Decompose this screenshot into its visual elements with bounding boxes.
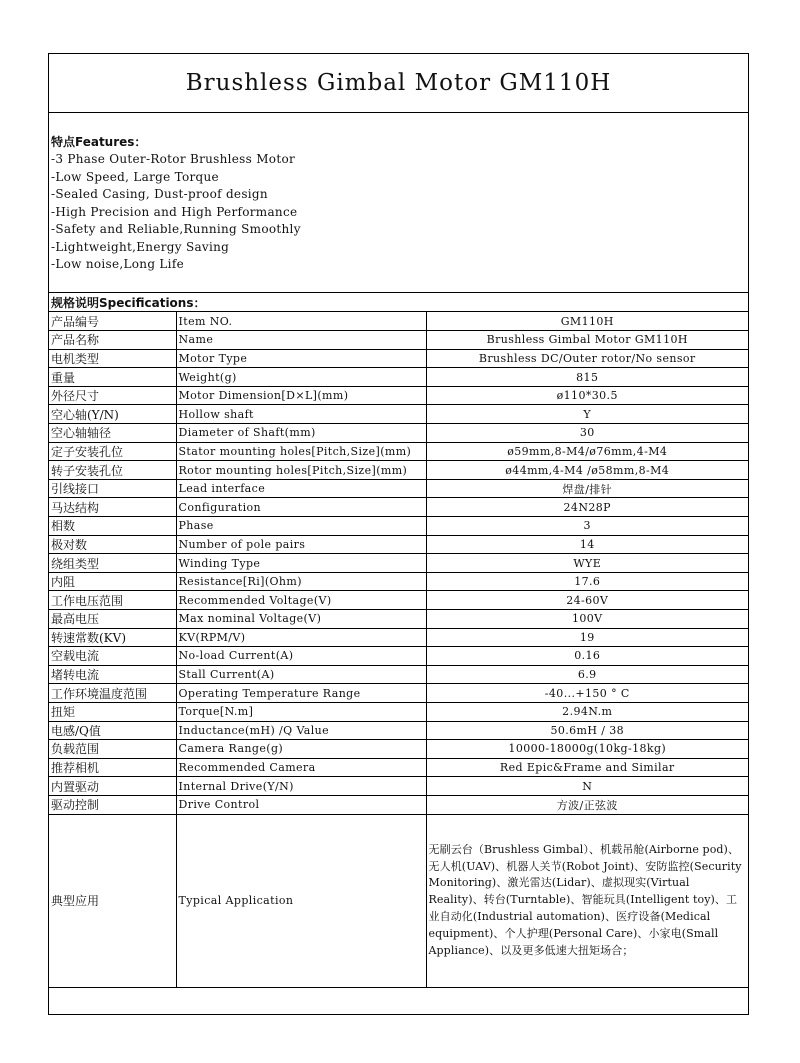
- feature-item: -High Precision and High Performance: [51, 204, 298, 219]
- spec-en-label: Max nominal Voltage(V): [176, 610, 426, 629]
- spec-cn-label: 堵转电流: [49, 665, 176, 684]
- table-row-application: [49, 814, 748, 987]
- spec-cn-label: 工作环境温度范围: [49, 684, 176, 703]
- table-row: [49, 610, 748, 629]
- spec-en-label: Item NO.: [176, 312, 426, 331]
- table-row: [49, 405, 748, 424]
- table-row: [49, 498, 748, 517]
- specifications-table: [49, 312, 748, 988]
- table-row: [49, 554, 748, 573]
- spec-en-label: Phase: [176, 517, 426, 536]
- spec-value: 方波/正弦波: [426, 795, 748, 814]
- spec-value: N: [426, 777, 748, 796]
- table-row: [49, 424, 748, 443]
- table-row: [49, 591, 748, 610]
- spec-value: -40...+150 ° C: [426, 684, 748, 703]
- spec-en-label: Recommended Voltage(V): [176, 591, 426, 610]
- spec-en-label: Typical Application: [176, 814, 426, 987]
- table-row: [49, 442, 748, 461]
- table-row: [49, 777, 748, 796]
- spec-en-label: Operating Temperature Range: [176, 684, 426, 703]
- spec-value: ø59mm,8-M4/ø76mm,4-M4: [426, 442, 748, 461]
- spec-en-label: Recommended Camera: [176, 758, 426, 777]
- feature-item: -Low noise,Long Life: [51, 257, 184, 271]
- feature-item: -Safety and Reliable,Running Smoothly: [51, 222, 301, 236]
- table-row: [49, 349, 748, 368]
- spec-cn-label: 扭矩: [49, 702, 176, 721]
- spec-en-label: Resistance[Ri](Ohm): [176, 572, 426, 591]
- spec-en-label: Motor Dimension[D×L](mm): [176, 386, 426, 405]
- spec-value: Red Epic&Frame and Similar: [426, 758, 748, 777]
- spec-cn-label: 负载范围: [49, 740, 176, 759]
- table-row: [49, 758, 748, 777]
- spec-value: 100V: [426, 610, 748, 629]
- spec-value: Y: [426, 405, 748, 424]
- spec-value: 焊盘/排针: [426, 479, 748, 498]
- features-heading: 特点Features：: [51, 135, 147, 149]
- spec-cn-label: 最高电压: [49, 610, 176, 629]
- spec-value: Brushless DC/Outer rotor/No sensor: [426, 349, 748, 368]
- table-row: [49, 535, 748, 554]
- spec-en-label: Name: [176, 331, 426, 350]
- spec-value: 3: [426, 517, 748, 536]
- spec-value: 无刷云台（Brushless Gimbal）、机载吊舱(Airborne pod)、无人机(UAV)、机器人关节(Robot Joint)、安防监控(Security Monitoring)、激光雷达(Lidar)、虚拟现实(Virtual Reality)、转台(Turntable)、智能玩具(Intelligent toy)、工业自动化(Industrial automation)、医疗设备(Medical equipment)、个人护理(Personal Care)、小家电(Small Appliance)、以及更多低速大扭矩场合；: [426, 814, 748, 987]
- spec-cn-label: 定子安装孔位: [49, 442, 176, 461]
- spec-value: ø44mm,4-M4 /ø58mm,8-M4: [426, 461, 748, 480]
- specifications-table-body: [49, 312, 748, 987]
- spec-value: 30: [426, 424, 748, 443]
- spec-cn-label: 转子安装孔位: [49, 461, 176, 480]
- specifications-heading: 规格说明Specifications：: [49, 293, 748, 312]
- spec-en-label: Weight(g): [176, 368, 426, 387]
- table-row: [49, 331, 748, 350]
- spec-cn-label: 工作电压范围: [49, 591, 176, 610]
- spec-cn-label: 马达结构: [49, 498, 176, 517]
- spec-en-label: Torque[N.m]: [176, 702, 426, 721]
- feature-item: -Low Speed, Large Torque: [51, 169, 219, 184]
- spec-cn-label: 产品编号: [49, 312, 176, 331]
- spec-en-label: No-load Current(A): [176, 647, 426, 666]
- spec-en-label: Internal Drive(Y/N): [176, 777, 426, 796]
- spec-value: 19: [426, 628, 748, 647]
- spec-cn-label: 空心轴(Y/N): [49, 405, 176, 424]
- spec-en-label: Drive Control: [176, 795, 426, 814]
- spec-en-label: KV(RPM/V): [176, 628, 426, 647]
- document-title: Brushless Gimbal Motor GM110H: [49, 54, 748, 113]
- spec-en-label: Motor Type: [176, 349, 426, 368]
- spec-cn-label: 电感/Q值: [49, 721, 176, 740]
- spec-cn-label: 内置驱动: [49, 777, 176, 796]
- table-row: [49, 461, 748, 480]
- spec-cn-label: 相数: [49, 517, 176, 536]
- spec-en-label: Stator mounting holes[Pitch,Size](mm): [176, 442, 426, 461]
- spec-en-label: Camera Range(g): [176, 740, 426, 759]
- spec-cn-label: 空载电流: [49, 647, 176, 666]
- spec-en-label: Lead interface: [176, 479, 426, 498]
- table-row: [49, 312, 748, 331]
- table-row: [49, 517, 748, 536]
- table-row: [49, 368, 748, 387]
- spec-value: WYE: [426, 554, 748, 573]
- spec-value: 2.94N.m: [426, 702, 748, 721]
- spec-cn-label: 典型应用: [49, 814, 176, 987]
- table-row: [49, 386, 748, 405]
- spec-en-label: Diameter of Shaft(mm): [176, 424, 426, 443]
- spec-cn-label: 极对数: [49, 535, 176, 554]
- spec-en-label: Winding Type: [176, 554, 426, 573]
- table-row: [49, 628, 748, 647]
- spec-cn-label: 转速常数(KV): [49, 628, 176, 647]
- feature-item: -3 Phase Outer-Rotor Brushless Motor: [51, 152, 296, 166]
- spec-value: 17.6: [426, 572, 748, 591]
- spec-cn-label: 推荐相机: [49, 758, 176, 777]
- spec-value: 14: [426, 535, 748, 554]
- spec-cn-label: 引线接口: [49, 479, 176, 498]
- spec-value: 24N28P: [426, 498, 748, 517]
- spec-value: 10000-18000g(10kg-18kg): [426, 740, 748, 759]
- spec-en-label: Stall Current(A): [176, 665, 426, 684]
- spec-value: ø110*30.5: [426, 386, 748, 405]
- spec-cn-label: 绕组类型: [49, 554, 176, 573]
- spec-cn-label: 电机类型: [49, 349, 176, 368]
- spec-value: 815: [426, 368, 748, 387]
- spec-value: Brushless Gimbal Motor GM110H: [426, 331, 748, 350]
- feature-item: -Sealed Casing, Dust-proof design: [51, 187, 268, 201]
- table-row: [49, 795, 748, 814]
- feature-item: -Lightweight,Energy Saving: [51, 239, 230, 254]
- spec-cn-label: 外径尺寸: [49, 386, 176, 405]
- spec-en-label: Hollow shaft: [176, 405, 426, 424]
- table-row: [49, 572, 748, 591]
- spec-value: 24-60V: [426, 591, 748, 610]
- table-row: [49, 684, 748, 703]
- spec-sheet: [48, 53, 749, 1015]
- spec-value: GM110H: [426, 312, 748, 331]
- spec-en-label: Number of pole pairs: [176, 535, 426, 554]
- spec-en-label: Rotor mounting holes[Pitch,Size](mm): [176, 461, 426, 480]
- spec-cn-label: 内阻: [49, 572, 176, 591]
- spec-value: 50.6mH / 38: [426, 721, 748, 740]
- features-section: [49, 112, 748, 293]
- spec-cn-label: 产品名称: [49, 331, 176, 350]
- table-row: [49, 665, 748, 684]
- spec-en-label: Inductance(mH) /Q Value: [176, 721, 426, 740]
- spec-value: 0.16: [426, 647, 748, 666]
- spec-value: 6.9: [426, 665, 748, 684]
- table-row: [49, 647, 748, 666]
- spec-cn-label: 驱动控制: [49, 795, 176, 814]
- table-row: [49, 479, 748, 498]
- spec-cn-label: 空心轴轴径: [49, 424, 176, 443]
- table-row: [49, 721, 748, 740]
- table-row: [49, 702, 748, 721]
- table-row: [49, 740, 748, 759]
- spec-cn-label: 重量: [49, 368, 176, 387]
- spec-en-label: Configuration: [176, 498, 426, 517]
